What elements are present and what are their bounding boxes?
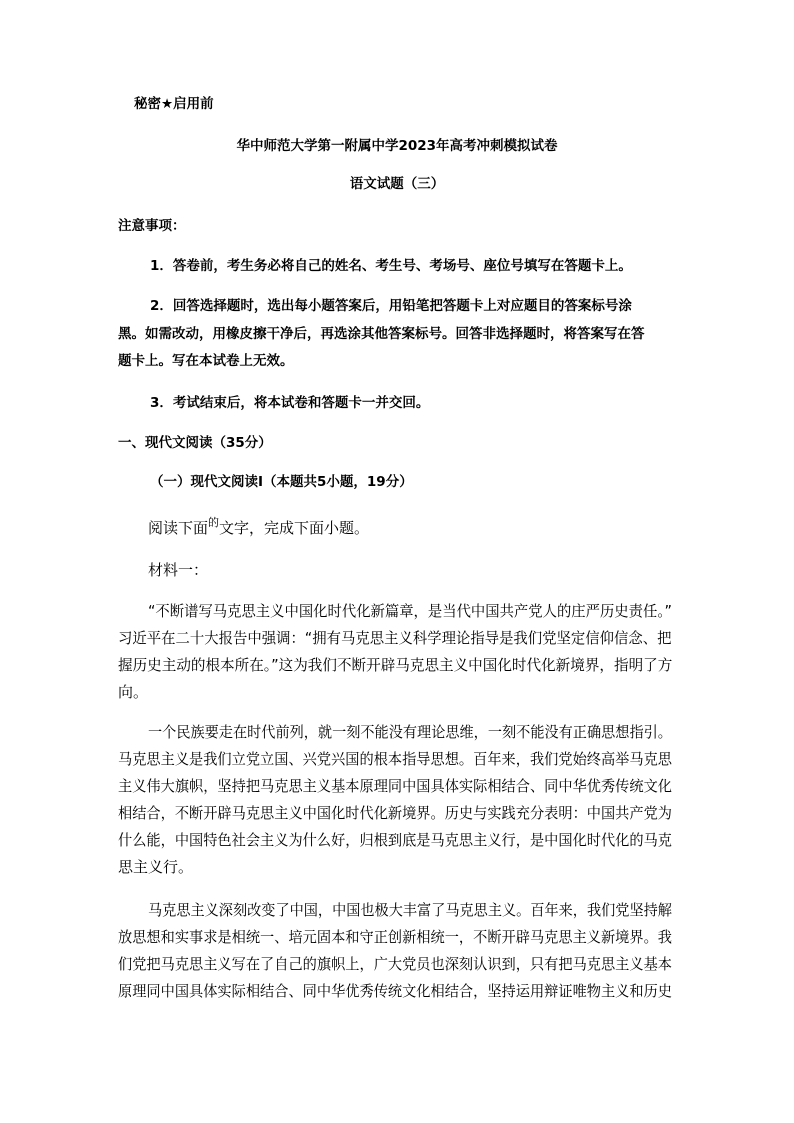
paragraph-1-line-1: “不断谱写马克思主义中国化时代化新篇章，是当代中国共产党人的庄严历史责任。” [148, 602, 672, 620]
paragraph-2-line-4: 相结合，不断开辟马克思主义中国化时代化新境界。历史与实践充分表明：中国共产党为 [118, 804, 673, 822]
notice-item-2-line1: 2．回答选择题时，选出每小题答案后，用铅笔把答题卡上对应题目的答案标号涂 [150, 298, 632, 314]
paragraph-2-line-1: 一个民族要走在时代前列，就一刻不能没有理论思维，一刻不能没有正确思想指引。 [148, 723, 672, 741]
instruction-superscript: 的 [208, 516, 220, 529]
reading-instruction [148, 516, 370, 537]
notice-item-2-line2: 黑。如需改动，用橡皮擦干净后，再选涂其他答案标号。回答非选择题时，将答案写在答 [118, 326, 645, 342]
notice-item-2-line3: 题卡上。写在本试卷上无效。 [118, 353, 294, 369]
exam-subtitle: 语文试题（三） [349, 176, 445, 192]
paragraph-3-line-4: 原理同中国具体实际相结合、同中华优秀传统文化相结合，坚持运用辩证唯物主义和历史 [118, 982, 673, 1000]
notice-heading: 注意事项： [118, 218, 186, 234]
instruction-text-a: 阅读下面 [148, 519, 209, 537]
material-label: 材料一： [148, 561, 209, 579]
paragraph-3-line-3: 们党把马克思主义写在了自己的旗帜上，广大党员也深刻认识到，只有把马克思主义基本 [118, 955, 673, 973]
subsection-heading: （一）现代文阅读Ⅰ（本题共5小题，19分） [150, 474, 413, 490]
notice-item-3: 3．考试结束后，将本试卷和答题卡一并交回。 [150, 395, 430, 411]
paragraph-3-line-1: 马克思主义深刻改变了中国，中国也极大丰富了马克思主义。百年来，我们党坚持解 [148, 901, 672, 919]
paragraph-2-line-5: 什么能，中国特色社会主义为什么好，归根到底是马克思主义行，是中国化时代化的马克 [118, 831, 673, 849]
paragraph-2-line-2: 马克思主义是我们立党立国、兴党兴国的根本指导思想。百年来，我们党始终高举马克思 [118, 750, 673, 768]
paragraph-1-line-4: 向。 [118, 683, 149, 701]
instruction-text-b: 文字，完成下面小题。 [219, 519, 370, 537]
paragraph-1-line-3: 握历史主动的根本所在。”这为我们不断开辟马克思主义中国化时代化新境界，指明了方 [118, 656, 673, 674]
paragraph-2-line-6: 思主义行。 [118, 858, 194, 876]
paragraph-2-line-3: 主义伟大旗帜，坚持把马克思主义基本原理同中国具体实际相结合、同中华优秀传统文化 [118, 777, 673, 795]
notice-item-1: 1．答卷前，考生务必将自己的姓名、考生号、考场号、座位号填写在答题卡上。 [150, 258, 632, 274]
paragraph-3-line-2: 放思想和实事求是相统一、培元固本和守正创新相统一，不断开辟马克思主义新境界。我 [118, 928, 673, 946]
exam-title: 华中师范大学第一附属中学2023年高考冲刺模拟试卷 [236, 138, 558, 154]
section-heading: 一、现代文阅读（35分） [118, 435, 272, 451]
secret-label: 秘密★启用前 [134, 96, 214, 112]
paragraph-1-line-2: 习近平在二十大报告中强调：“拥有马克思主义科学理论指导是我们党坚定信仰信念、把 [118, 629, 672, 647]
